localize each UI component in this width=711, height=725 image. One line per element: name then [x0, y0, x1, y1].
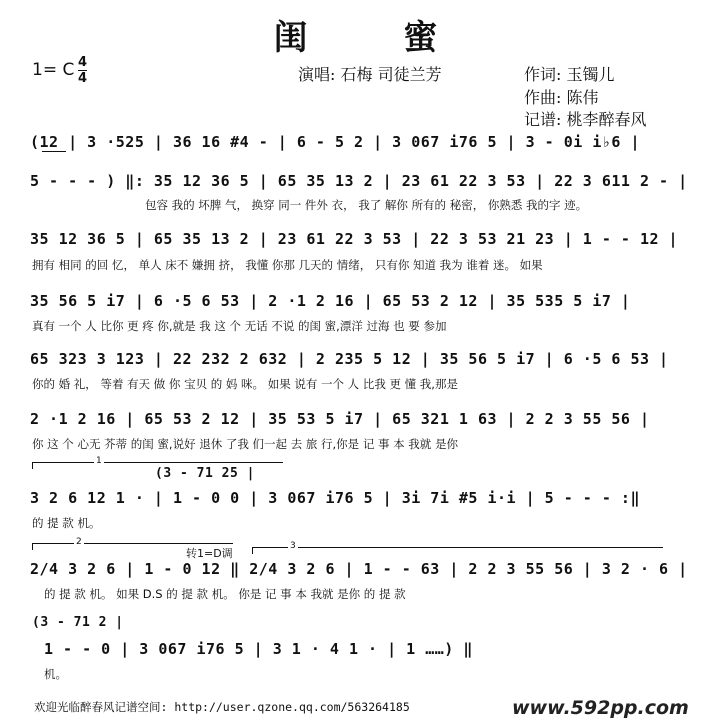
- watermark-logo: www.592pp.com: [512, 697, 689, 719]
- singer-credit: 演唱: 石梅 司徒兰芳: [298, 65, 442, 84]
- score-line-5: 65 323 3 123 | 22 232 2 632 | 2 235 5 12 | 35 56 5 i7 | 6 ·5 6 53 |: [30, 350, 669, 368]
- volta-number-2: 2: [76, 537, 82, 547]
- footer-text: 欢迎光临醉春风记谱空间: http://user.qzone.qq.com/563264185: [34, 700, 410, 714]
- key-signature: 1= C: [32, 60, 75, 80]
- volta-bracket-3: [252, 547, 663, 554]
- score-line-3: 35 12 36 5 | 65 35 13 2 | 23 61 22 3 53 | 22 3 53 21 23 | 1 - - 12 |: [30, 230, 679, 248]
- score-line-7: 3 2 6 12 1 · | 1 - 0 0 | 3 067 i76 5 | 3i 7i #5 i·i | 5 - - - :‖: [30, 489, 640, 507]
- composer-credit: 作曲: 陈伟: [524, 88, 599, 107]
- lyrics-line-9: 机。: [44, 667, 67, 681]
- score-line-2: 5 - - - ) ‖: 35 12 36 5 | 65 35 13 2 | 23 61 22 3 53 | 22 3 611 2 - |: [30, 172, 688, 190]
- underline: [42, 151, 66, 152]
- lyrics-line-3: 拥有 相同 的回 忆， 单人 床不 嫌拥 挤， 我懂 你那 几天的 情绪， 只有你 知道 我为 谁着 迷。 如果: [32, 258, 543, 272]
- meter-top: 4: [78, 55, 88, 70]
- score-line-1: (12 | 3 ·525 | 36 16 #4 - | 6 - 5 2 | 3 067 i76 5 | 3 - 0i i♭6 |: [30, 133, 640, 151]
- volta-number-3: 3: [290, 541, 296, 551]
- lyrics-line-6: 你 这 个 心无 芥蒂 的闺 蜜,说好 退休 了我 们一起 去 旅 行,你是 记 事 本 我就 是你: [32, 437, 458, 451]
- meter-bottom: 4: [78, 71, 88, 86]
- song-title: 闺 蜜: [273, 18, 480, 58]
- score-line-6: 2 ·1 2 16 | 65 53 2 12 | 35 53 5 i7 | 65 321 1 63 | 2 2 3 55 56 |: [30, 410, 650, 428]
- lyrics-line-5: 你的 婚 礼， 等着 有天 做 你 宝贝 的 妈 咪。 如果 说有 一个 人 比我 更 懂 我,那是: [32, 377, 458, 391]
- key-change-note: 转1=D调: [186, 547, 233, 560]
- score-line-7-upper: (3 - 71 25 |: [155, 466, 255, 481]
- score-line-8: 2/4 3 2 6 | 1 - 0 12 ‖ 2/4 3 2 6 | 1 - - 63 | 2 2 3 55 56 | 3 2 · 6 |: [30, 560, 688, 578]
- lyrics-line-4: 真有 一个 人 比你 更 疼 你,就是 我 这 个 无话 不说 的闺 蜜,漂洋 过海 也 要 参加: [32, 319, 447, 333]
- score-line-9-upper: (3 - 71 2 |: [32, 615, 124, 630]
- score-line-4: 35 56 5 i7 | 6 ·5 6 53 | 2 ·1 2 16 | 65 53 2 12 | 35 535 5 i7 |: [30, 292, 631, 310]
- time-signature: [78, 56, 87, 85]
- lyrics-line-2: 包容 我的 坏脾 气， 换穿 同一 件外 衣， 我了 解你 所有的 秘密， 你熟悉 我的字 迹。: [145, 198, 588, 212]
- lyrics-line-7: 的 提 款 机。: [32, 516, 101, 530]
- lyricist-credit: 作词: 玉镯儿: [524, 65, 615, 84]
- lyrics-line-8: 的 提 款 机。 如果 D.S 的 提 款 机。 你是 记 事 本 我就 是你 的 提 款: [44, 587, 406, 601]
- volta-number-1: 1: [96, 456, 102, 466]
- transcriber-credit: 记谱: 桃李醉春风: [524, 110, 647, 129]
- score-line-9: 1 - - 0 | 3 067 i76 5 | 3 1 · 4 1 · | 1 ……) ‖: [44, 640, 473, 658]
